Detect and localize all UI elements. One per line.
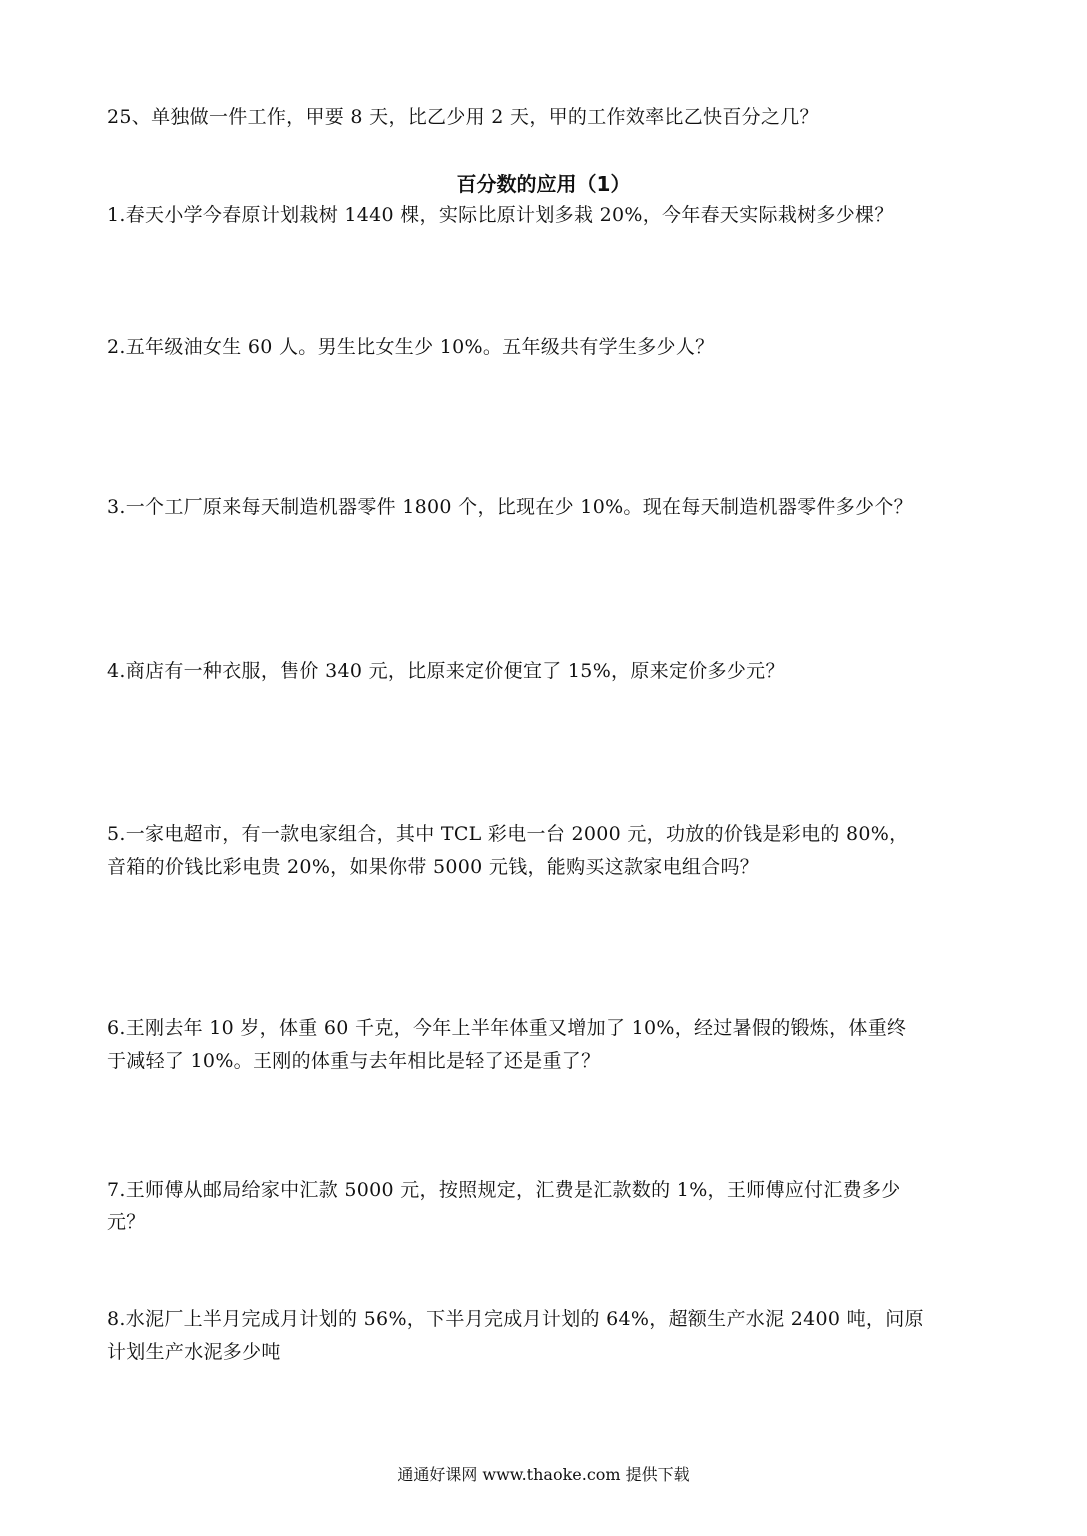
question-line: 2.五年级油女生 60 人。男生比女生少 10%。五年级共有学生多少人？ [107, 336, 715, 358]
question-line: 6.王刚去年 10 岁，体重 60 千克，今年上半年体重又增加了 10%，经过暑假的锻炼，体重终 [107, 1017, 907, 1039]
section-title: 百分数的应用（1） [456, 172, 631, 196]
question-line: 计划生产水泥多少吨 [107, 1341, 281, 1363]
question-line: 7.王师傅从邮局给家中汇款 5000 元，按照规定，汇费是汇款数的 1%，王师傅应付汇费多少 [107, 1179, 901, 1201]
page-footer: 通通好课网 www.thaoke.com 提供下载 [397, 1465, 690, 1484]
question-line: 于减轻了 10%。王刚的体重与去年相比是轻了还是重了？ [107, 1050, 601, 1072]
question-line: 3.一个工厂原来每天制造机器零件 1800 个，比现在少 10%。现在每天制造机器零件多少个？ [107, 496, 913, 518]
prev-question: 25、单独做一件工作，甲要 8 天，比乙少用 2 天，甲的工作效率比乙快百分之几？ [107, 106, 819, 128]
question-line: 元？ [107, 1211, 146, 1233]
question-line: 音箱的价钱比彩电贵 20%，如果你带 5000 元钱，能购买这款家电组合吗？ [107, 856, 760, 878]
question-line: 8.水泥厂上半月完成月计划的 56%，下半月完成月计划的 64%，超额生产水泥 2400 吨，问原 [107, 1308, 924, 1330]
question-line: 1.春天小学今春原计划栽树 1440 棵，实际比原计划多栽 20%，今年春天实际栽树多少棵？ [107, 204, 894, 226]
question-line: 5.一家电超市，有一款电家组合，其中 TCL 彩电一台 2000 元，功放的价钱是彩电的 80%， [107, 823, 909, 845]
question-line: 4.商店有一种衣服，售价 340 元，比原来定价便宜了 15%，原来定价多少元？ [107, 660, 785, 682]
